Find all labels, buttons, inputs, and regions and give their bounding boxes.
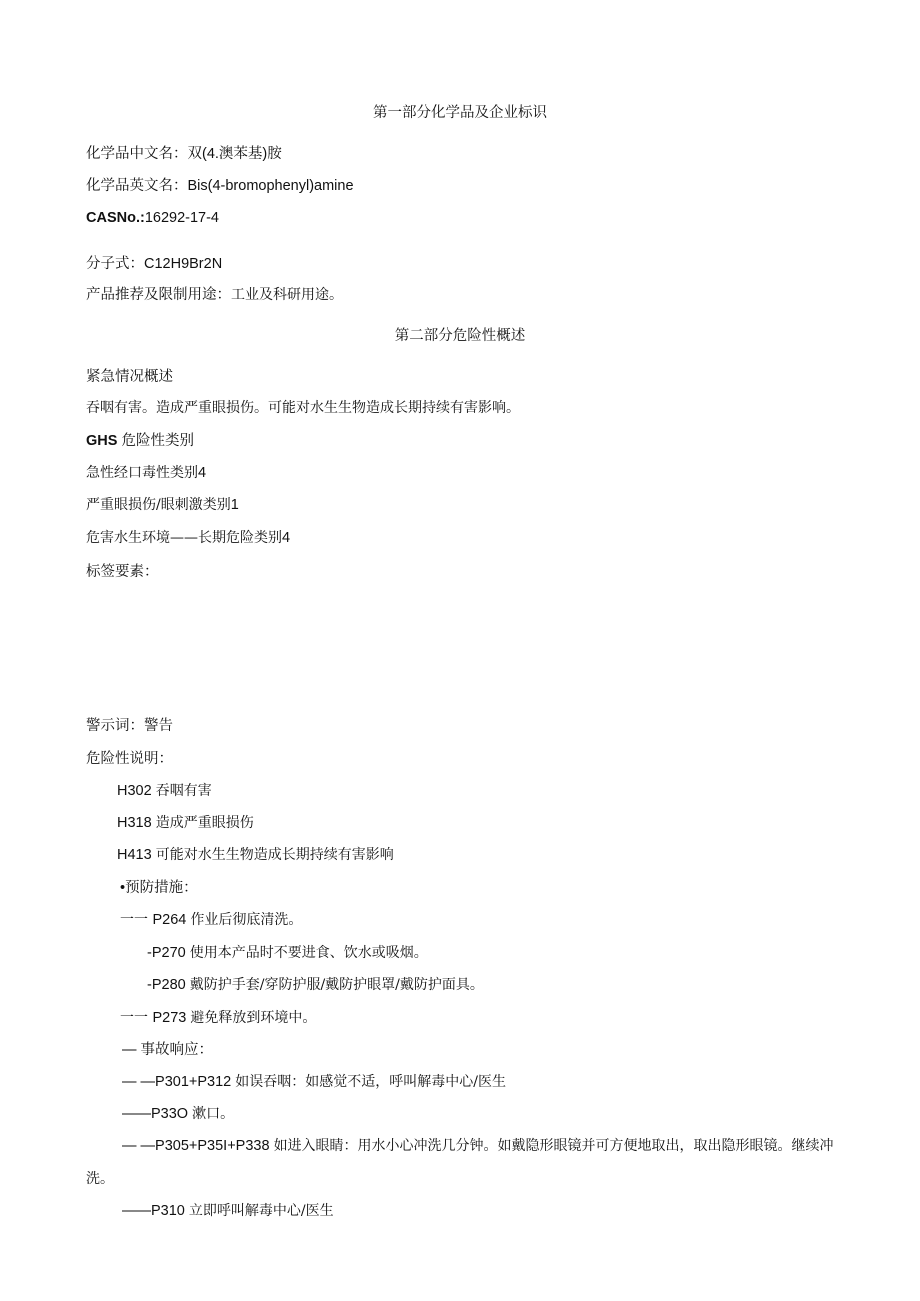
response-code: P310 xyxy=(151,1203,185,1219)
response-item xyxy=(122,1072,506,1092)
hazard-text: 造成严重眼损伤 xyxy=(155,815,254,831)
formula-value: C12H9Br2N xyxy=(144,256,223,272)
prevention-title: •预防措施： xyxy=(120,880,198,896)
response-item xyxy=(122,1201,334,1221)
ghs-suffix: 危险性类别 xyxy=(121,433,194,449)
ghs-item-text: 危害水生环境——长期危险类别 xyxy=(86,530,282,546)
hazard-statement xyxy=(117,813,254,833)
hazard-statement-title: 危险性说明： xyxy=(86,751,173,767)
cas-label: CASNo.: xyxy=(86,210,145,226)
formula-row xyxy=(86,254,222,274)
response-item xyxy=(122,1104,234,1124)
prevention-code: P270 xyxy=(151,945,186,961)
prevention-item xyxy=(147,943,428,963)
response-text: 如进入眼睛：用水小心冲洗几分钟。如戴隐形眼镜并可方便地取出，取出隐形眼镜。继续冲洗。 xyxy=(86,1138,834,1187)
cas-value: 16292-17-4 xyxy=(144,210,219,226)
part2-heading: 第二部分危险性概述 xyxy=(394,328,526,344)
response-prefix: — — xyxy=(122,1074,156,1090)
response-prefix: —— xyxy=(122,1106,151,1122)
hazard-statement xyxy=(117,781,212,801)
hazard-statement xyxy=(117,845,394,865)
prevention-text: 戴防护手套/穿防护服/戴防护眼罩/戴防护面具。 xyxy=(189,977,484,993)
prevention-text: 使用本产品时不要进食、饮水或吸烟。 xyxy=(189,945,428,961)
prevention-prefix: 一一 xyxy=(120,912,153,928)
cas-row xyxy=(86,208,219,228)
response-prefix: —— xyxy=(122,1203,151,1219)
en-name-row xyxy=(86,176,354,196)
ghs-title xyxy=(86,431,194,451)
hazard-code: H413 xyxy=(117,847,152,863)
prevention-text: 作业后彻底清洗。 xyxy=(190,912,303,928)
formula-label: 分子式： xyxy=(86,256,144,272)
ghs-item xyxy=(86,463,206,483)
cn-name-row xyxy=(86,144,282,164)
response-code: P33O xyxy=(151,1106,189,1122)
hazard-text: 吞咽有害 xyxy=(155,783,212,799)
response-text: 立即呼叫解毒中心/医生 xyxy=(188,1203,334,1219)
prevention-prefix: 一一 xyxy=(120,1010,153,1026)
use-row xyxy=(86,285,343,305)
ghs-item xyxy=(86,528,290,548)
response-title: — 事故响应： xyxy=(122,1042,214,1058)
ghs-item-text: 急性经口毒性类别 xyxy=(86,465,198,481)
use-value: 工业及科研用途。 xyxy=(231,287,343,303)
cn-name-value: 双(4.澳苯基)胺 xyxy=(187,146,282,162)
response-item xyxy=(86,1130,836,1196)
ghs-item-num: 4 xyxy=(282,530,291,546)
label-elements: 标签要素： xyxy=(86,564,159,580)
prevention-item xyxy=(147,975,484,995)
prevention-code: P273 xyxy=(152,1010,187,1026)
response-prefix: — — xyxy=(122,1138,156,1154)
hazard-code: H318 xyxy=(117,815,152,831)
hazard-code: H302 xyxy=(117,783,152,799)
part1-heading: 第一部分化学品及企业标识 xyxy=(373,105,547,121)
prevention-text: 避免释放到环境中。 xyxy=(190,1010,317,1026)
response-text: 漱口。 xyxy=(192,1106,235,1122)
prevention-prefix: - xyxy=(147,945,152,961)
response-code: P301+P312 xyxy=(155,1074,232,1090)
ghs-item-num: 1 xyxy=(230,497,239,513)
prevention-prefix: - xyxy=(147,977,152,993)
emergency-title: 紧急情况概述 xyxy=(86,369,173,385)
prevention-code: P280 xyxy=(151,977,186,993)
signal-word: 警示词：警告 xyxy=(86,718,173,734)
emergency-text: 吞咽有害。造成严重眼损伤。可能对水生生物造成长期持续有害影响。 xyxy=(86,400,520,416)
response-text: 如误吞咽：如感觉不适，呼叫解毒中心/医生 xyxy=(235,1074,506,1090)
prevention-code: P264 xyxy=(152,912,187,928)
ghs-item-num: 4 xyxy=(198,465,207,481)
en-name-value: Bis(4-bromophenyl)amine xyxy=(187,178,354,194)
prevention-item xyxy=(120,1008,316,1028)
use-label: 产品推荐及限制用途： xyxy=(86,287,231,303)
response-code: P305+P35I+P338 xyxy=(155,1138,270,1154)
ghs-prefix: GHS xyxy=(86,433,118,449)
hazard-text: 可能对水生生物造成长期持续有害影响 xyxy=(155,847,394,863)
ghs-item-text: 严重眼损伤/眼刺激类别 xyxy=(86,497,231,513)
en-name-label: 化学品英文名： xyxy=(86,178,188,194)
prevention-item xyxy=(120,910,302,930)
cn-name-label: 化学品中文名： xyxy=(86,146,188,162)
ghs-item xyxy=(86,495,239,515)
